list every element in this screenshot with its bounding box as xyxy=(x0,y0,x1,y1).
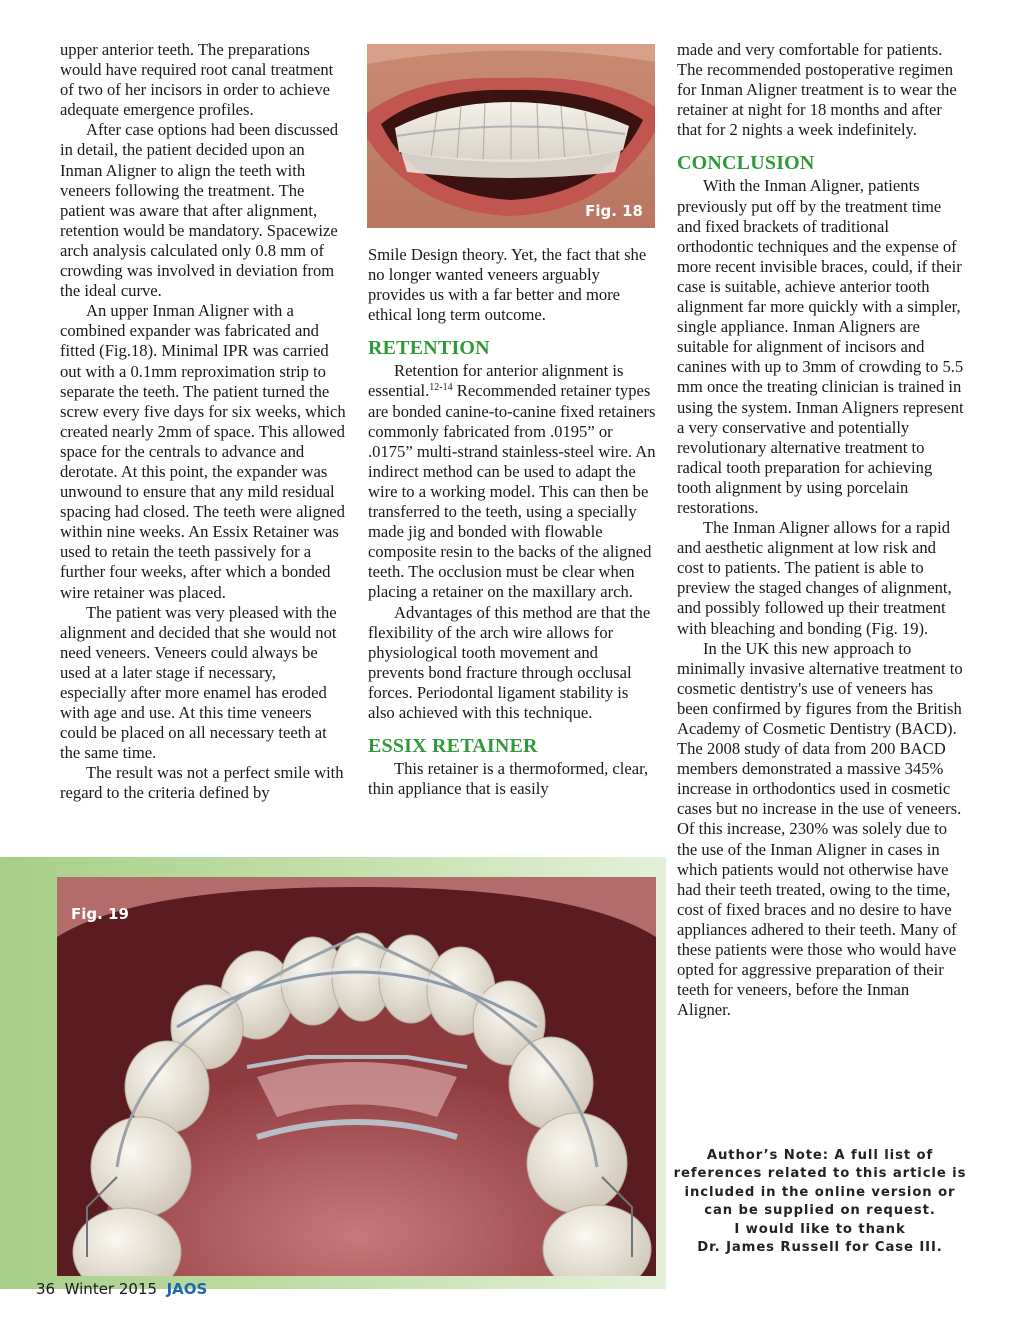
smile-illustration xyxy=(367,44,655,228)
author-note-line: references related to this article is xyxy=(673,1166,967,1182)
citation: 12-14 xyxy=(429,382,453,394)
paragraph: With the Inman Aligner, patients previously put off by the treatment time and fixed brackets of traditional orthodontic techniques and the expense of more recent invisible braces, could, if their case is suitable, achieve anterior tooth alignment far more quickly with a simpler, single appliance. Inman Aligners are suitable for alignment of incisors and canines with up to 3mm of crowding to 5.5 mm once the treating clinician is trained in using the system. Inman Aligners represent a very conservative and potentially revolutionary alternative treatment to radical tooth preparation for achieving tooth alignment by using porcelain restorations. xyxy=(677,176,964,517)
paragraph: This retainer is a thermoformed, clear, thin appliance that is easily xyxy=(368,759,649,799)
paragraph: Advantages of this method are that the flexibility of the arch wire allows for physiological tooth movement and prevents bond fracture through occlusal forces. Periodontal ligament stability is also achieved with this technique. xyxy=(368,602,651,722)
column-1 xyxy=(60,40,346,804)
aligner-illustration xyxy=(57,877,656,1276)
paragraph: An upper Inman Aligner with a combined expander was fabricated and fitted (Fig.18). Minimal IPR was carried out with a 0.1mm reproximation strip to separate the teeth. The patient turned the screw every five days for six weeks, which created nearly 2mm of space. This allowed space for the centrals to advance and derotate. At this point, the expander was unwound to ensure that any mild residual spacing had closed. The teeth were aligned within nine weeks. An Essix Retainer was used to retain the teeth passively for a further four weeks, after which a bonded wire retainer was placed. xyxy=(60,301,346,602)
author-note-line: Dr. James Russell for Case III. xyxy=(697,1240,943,1256)
figure-19-label: Fig. 19 xyxy=(71,905,129,923)
paragraph: Retention for anterior alignment is essential.$^{12-14}$ Recommended retainer types are bonded canine-to-canine fixed retainers commonly fabricated from .0195” or .0175” multi-strand stainless-steel wire. An indirect method can be used to adapt the wire to a working model. This can then be transferred to the teeth, using a specially made jig and bonded with flowable composite resin to the backs of the aligned teeth. The occlusion must be clear when placing a retainer on the maxillary arch. xyxy=(368,361,656,602)
paragraph: The result was not a perfect smile with regard to the criteria defined by xyxy=(60,763,344,803)
author-note-line: included in the online version or xyxy=(684,1184,956,1200)
author-note-line: can be supplied on request. xyxy=(704,1203,936,1219)
column-2 xyxy=(368,245,656,799)
conclusion-heading: CONCLUSION xyxy=(677,152,815,175)
paragraph: After case options had been discussed in detail, the patient decided upon an Inman Aligner to align the teeth with veneers following the treatment. The patient was aware that after alignment, retention would be mandatory. Spacewize arch analysis calculated only 0.8 mm of crowding was involved in deviation from the ideal curve. xyxy=(60,120,339,301)
paragraph: The Inman Aligner allows for a rapid and aesthetic alignment at low risk and cost to patients. The patient is able to preview the staged changes of alignment, and possibly followed up their treatment with bleaching and bonding (Fig. 19). xyxy=(677,518,952,638)
page-footer xyxy=(36,1280,207,1298)
paragraph: Smile Design theory. Yet, the fact that she no longer wanted veneers arguably provides us with a far better and more ethical long term outcome. xyxy=(368,245,647,325)
essix-heading: ESSIX RETAINER xyxy=(368,735,538,758)
figure-19-aligner-photo xyxy=(57,877,656,1276)
author-note-line: Author’s Note: A full list of xyxy=(706,1148,934,1163)
issue-date: Winter 2015 xyxy=(64,1280,158,1298)
paragraph: In the UK this new approach to minimally invasive alternative treatment to cosmetic dentistry's use of veneers has been confirmed by figures from the British Academy of Cosmetic Dentistry (BACD). The 2008 study of data from 200 BACD members demonstrated a massive 345% increase in orthodontics used in cosmetic cases but no increase in the use of veneers. Of this increase, 230% was solely due to the use of the Inman Aligner in cases in which patients would not otherwise have had their teeth treated, owing to the time, cost of fixed braces and no desire to have appliances adhered to their teeth. Many of these patients were those who would have opted for aggressive preparation of their teeth for veneers, before the Inman Aligner. xyxy=(677,638,963,1020)
author-note-line: I would like to thank xyxy=(734,1221,906,1237)
column-3 xyxy=(677,40,965,1020)
figure-18-label: Fig. 18 xyxy=(585,202,643,220)
paragraph: upper anterior teeth. The preparations would have required root canal treatment of two of her incisors in order to achieve adequate emergence profiles. xyxy=(60,40,334,120)
paragraph: made and very comfortable for patients. The recommended postoperative regimen for Inman Aligner treatment is to wear the retainer at night for 18 months and after that for 2 nights a week indefinitely. xyxy=(677,40,957,140)
author-note xyxy=(672,1147,968,1257)
paragraph: The patient was very pleased with the alignment and decided that she would not need veneers. Veneers could always be used at a later stage if necessary, especially after more enamel has eroded with age and use. At this time veneers could be placed on all necessary teeth at the same time. xyxy=(60,602,337,763)
journal-name: JAOS xyxy=(166,1280,208,1298)
retention-heading: RETENTION xyxy=(368,337,490,360)
figure-18-smile-photo xyxy=(367,44,655,228)
page-number: 36 xyxy=(36,1280,56,1298)
